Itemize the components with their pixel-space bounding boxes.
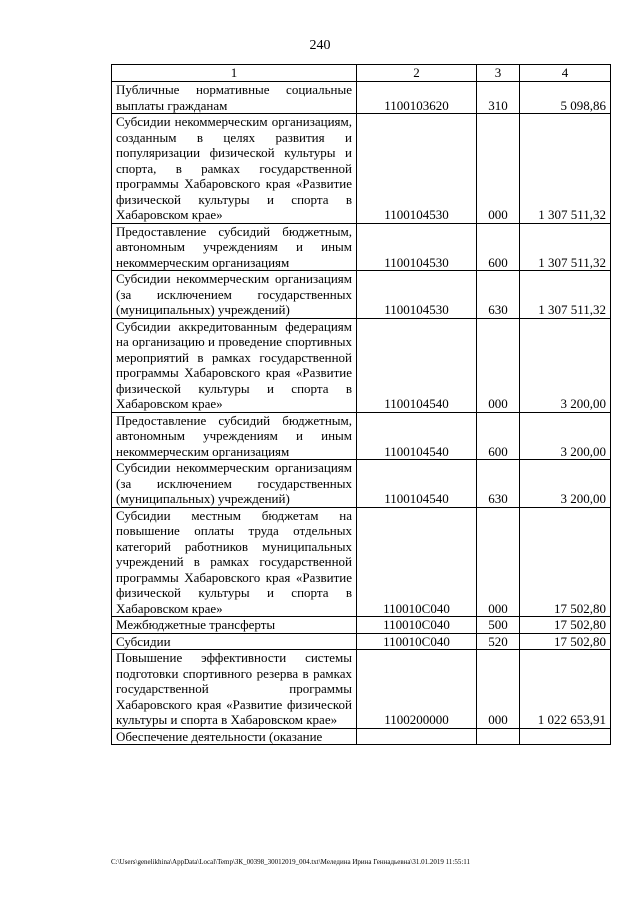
row-code <box>357 728 477 745</box>
table-row <box>112 617 611 634</box>
row-code: 1100104530 <box>357 223 477 271</box>
row-vr: 000 <box>477 318 520 412</box>
row-sum: 1 307 511,32 <box>520 223 611 271</box>
table-row <box>112 318 611 412</box>
row-sum: 3 200,00 <box>520 318 611 412</box>
table-row <box>112 82 611 114</box>
row-code: 1100104540 <box>357 318 477 412</box>
row-sum: 1 307 511,32 <box>520 271 611 319</box>
row-name: Предоставление субсидий бюджетным, автономным учреждениям и иным некоммерческим организациям <box>112 412 357 460</box>
row-vr <box>477 728 520 745</box>
row-name: Публичные нормативные социальные выплаты гражданам <box>112 82 357 114</box>
row-name: Субсидии <box>112 633 357 650</box>
row-code: 1100200000 <box>357 650 477 729</box>
row-vr: 000 <box>477 114 520 224</box>
row-code: 1100104540 <box>357 412 477 460</box>
table-row <box>112 728 611 745</box>
table-row <box>112 114 611 224</box>
row-vr: 600 <box>477 223 520 271</box>
row-sum: 1 022 653,91 <box>520 650 611 729</box>
row-name: Межбюджетные трансферты <box>112 617 357 634</box>
column-header-code: 2 <box>357 65 477 82</box>
row-vr: 520 <box>477 633 520 650</box>
row-code: 110010С040 <box>357 633 477 650</box>
file-path-footer: C:\Users\genelikhina\AppData\Local\Temp\ЗК_00398_30012019_004.txt\Меледина Ирина Геннадьевна\31.01.2019 11:55:11 <box>111 858 471 866</box>
column-header-name: 1 <box>112 65 357 82</box>
table-row <box>112 271 611 319</box>
table-header-row <box>112 65 611 82</box>
row-vr: 310 <box>477 82 520 114</box>
row-vr: 000 <box>477 507 520 617</box>
row-vr: 630 <box>477 460 520 508</box>
row-sum: 3 200,00 <box>520 460 611 508</box>
row-name: Повышение эффективности системы подготовки спортивного резерва в рамках государственной программы Хабаровского края «Развитие физической культуры и спорта в Хабаровском крае» <box>112 650 357 729</box>
row-vr: 000 <box>477 650 520 729</box>
row-name: Субсидии некоммерческим организациям, созданным в целях развития и популяризации физической культуры и спорта, в рамках государственной программы Хабаровского края «Развитие физической культуры и спорта в Хабаровском крае» <box>112 114 357 224</box>
row-name: Субсидии некоммерческим организациям (за исключением государственных (муниципальных) учреждений) <box>112 460 357 508</box>
row-code: 1100104530 <box>357 271 477 319</box>
row-name: Предоставление субсидий бюджетным, автономным учреждениям и иным некоммерческим организациям <box>112 223 357 271</box>
row-name: Субсидии местным бюджетам на повышение оплаты труда отдельных категорий работников муниципальных учреждений в рамках государственной программы Хабаровского края «Развитие физической культуры и спорта в Хабаровском крае» <box>112 507 357 617</box>
budget-table <box>111 64 611 745</box>
row-sum: 1 307 511,32 <box>520 114 611 224</box>
table-row <box>112 460 611 508</box>
page-number: 240 <box>309 38 331 53</box>
row-name: Субсидии некоммерческим организациям (за исключением государственных (муниципальных) учреждений) <box>112 271 357 319</box>
table-row <box>112 650 611 729</box>
row-sum: 5 098,86 <box>520 82 611 114</box>
row-vr: 600 <box>477 412 520 460</box>
row-sum: 17 502,80 <box>520 633 611 650</box>
table-row <box>112 507 611 617</box>
row-sum: 3 200,00 <box>520 412 611 460</box>
row-code: 1100104540 <box>357 460 477 508</box>
row-name: Субсидии аккредитованным федерациям на организацию и проведение спортивных мероприятий в рамках государственной программы Хабаровского края «Развитие физической культуры и спорта в Хабаровском крае» <box>112 318 357 412</box>
row-sum: 17 502,80 <box>520 617 611 634</box>
table-row <box>112 633 611 650</box>
table-row <box>112 412 611 460</box>
row-code: 110010С040 <box>357 617 477 634</box>
row-name: Обеспечение деятельности (оказание <box>112 728 357 745</box>
row-vr: 630 <box>477 271 520 319</box>
row-vr: 500 <box>477 617 520 634</box>
row-code: 1100103620 <box>357 82 477 114</box>
table-row <box>112 223 611 271</box>
row-sum <box>520 728 611 745</box>
row-code: 1100104530 <box>357 114 477 224</box>
row-sum: 17 502,80 <box>520 507 611 617</box>
row-code: 110010С040 <box>357 507 477 617</box>
column-header-sum: 4 <box>520 65 611 82</box>
column-header-vr: 3 <box>477 65 520 82</box>
